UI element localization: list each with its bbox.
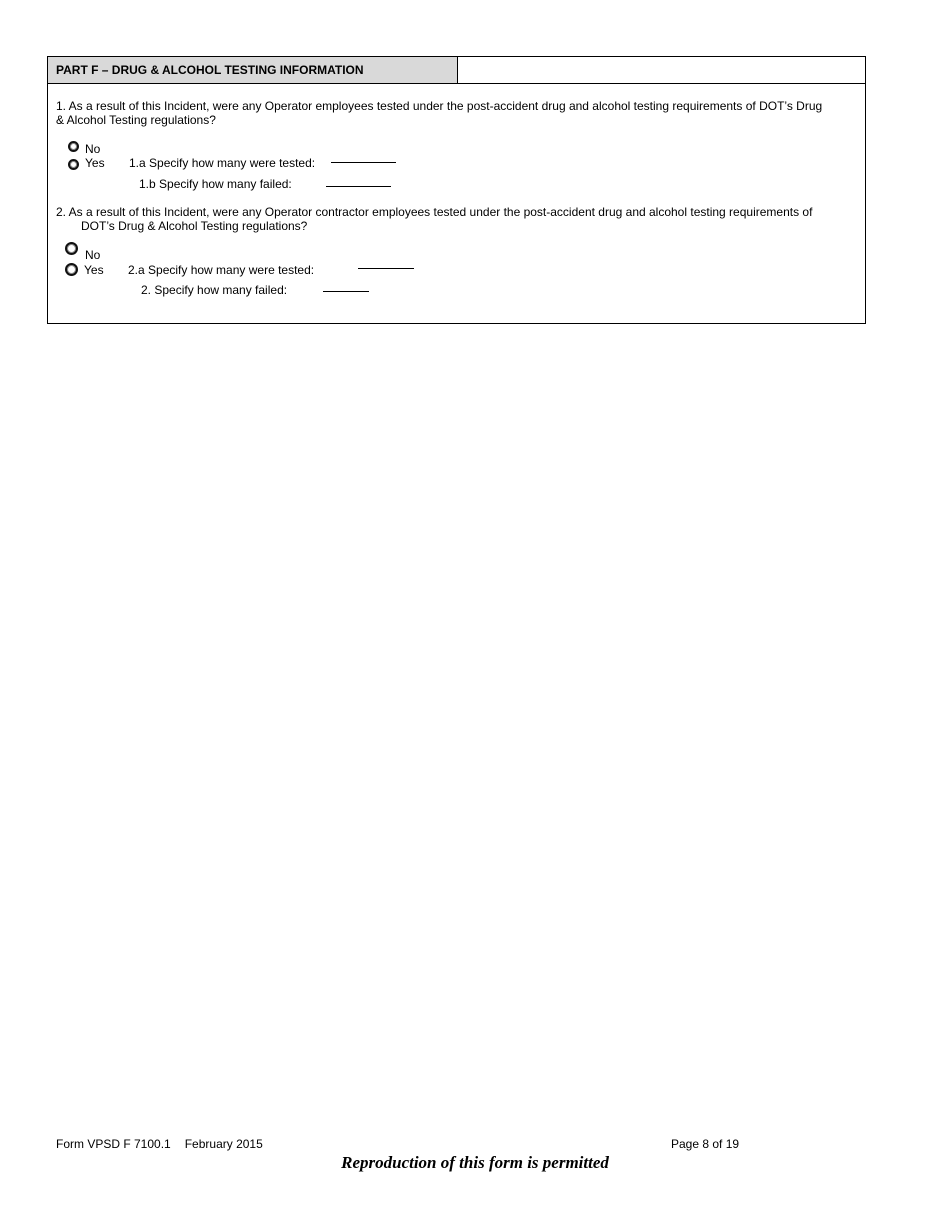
q2-yes-radio[interactable] [65,263,78,276]
q1-no-label: No [85,142,101,156]
form-date: February 2015 [184,1137,263,1151]
page-number: Page 8 of 19 [671,1137,740,1151]
q1-yes-radio[interactable] [68,159,79,170]
q2b-failed-field[interactable] [323,291,369,292]
question-1-line1: 1. As a result of this Incident, were any Operator employees tested under the post-accident drug and alcohol testing requirements of DOT’s Drug [56,99,823,113]
q1b-label: 1.b Specify how many failed: [139,177,292,191]
section-header [48,57,865,84]
q2-yes-label: Yes [84,263,104,277]
q1a-label: 1.a Specify how many were tested: [129,156,316,170]
q1-yes-label: Yes [85,156,105,170]
section-title: PART F – DRUG & ALCOHOL TESTING INFORMATION [48,57,458,83]
question-2-line2: DOT’s Drug & Alcohol Testing regulations? [81,219,308,233]
question-1-line2: & Alcohol Testing regulations? [56,113,216,127]
q2b-label: 2. Specify how many failed: [141,283,288,297]
q2-no-label: No [85,248,101,262]
form-id-footer [56,1137,263,1151]
q1-no-radio[interactable] [68,141,79,152]
q2a-tested-field[interactable] [358,268,414,269]
reproduction-notice: Reproduction of this form is permitted [341,1153,609,1172]
q1a-tested-field[interactable] [331,162,396,163]
question-2-text [56,205,856,233]
question-1-text [56,99,856,127]
question-2-line1: 2. As a result of this Incident, were any Operator contractor employees tested under the post-accident drug and alcohol testing requirements of [56,205,813,219]
q2a-label: 2.a Specify how many were tested: [128,263,315,277]
form-number: Form VPSD F 7100.1 [56,1137,171,1151]
part-f-section [47,56,866,324]
q2-no-radio[interactable] [65,242,78,255]
q1b-failed-field[interactable] [326,186,391,187]
